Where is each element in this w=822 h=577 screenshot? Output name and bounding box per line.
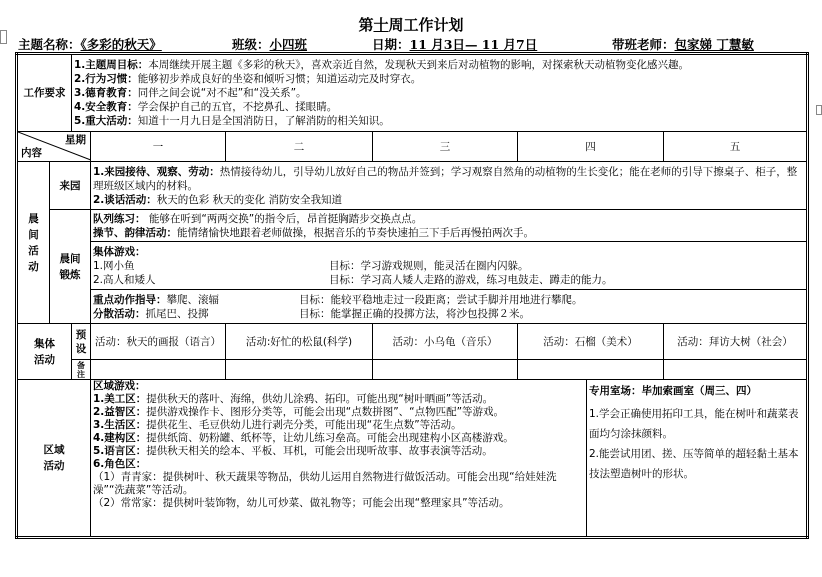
req-item	[74, 72, 804, 86]
arrival-content	[91, 162, 808, 210]
teacher-value: 包家娣 丁慧敏	[674, 37, 754, 52]
exercise-guidance	[91, 290, 808, 324]
req-text: 学会保护自己的五官，不挖鼻孔、揉眼睛。	[137, 101, 338, 113]
arrival-line-2	[93, 193, 804, 207]
group-label-text: 集体活动	[34, 337, 55, 366]
sport-text: 抓尾巴、投掷	[145, 307, 209, 320]
exercise-games	[91, 242, 808, 290]
exercise-label	[50, 210, 91, 324]
special-item-2: 2.能尝试用团、搓、压等简单的超轻黏土基本技法塑造树叶的形状。	[589, 448, 799, 480]
special-room	[587, 380, 808, 538]
game-goal: 目标：学习游戏规则，能灵活在圈内闪躲。	[329, 259, 529, 272]
area-games	[91, 380, 587, 538]
note-label: 备注	[72, 360, 91, 380]
title-week: 十	[373, 16, 389, 34]
theme-label: 主题名称：	[18, 37, 81, 52]
arrival-key-2: 2.谈话活动：	[93, 193, 157, 206]
area-key: 2.益智区：	[93, 406, 147, 418]
area-text: 提供花生、毛豆供幼儿进行剥壳分类，可能出现“花生点数”等活动。	[146, 419, 462, 431]
morning-label-text: 晨间活动	[28, 212, 39, 273]
day-wednesday: 三	[373, 132, 518, 162]
activity-wednesday: 活动：小乌龟（音乐）	[373, 324, 518, 360]
rhythm-text: 能情绪愉快地跟着老师做操，根据音乐的节奏快速拍三下手后再慢拍两次手。	[177, 226, 534, 239]
rhythm-line	[93, 226, 804, 240]
req-text: 知道十一月九日是全国消防日，了解消防的相关知识。	[137, 115, 390, 127]
arrival-label: 来园	[50, 162, 91, 210]
plan-label-text: 预设	[75, 328, 87, 355]
teacher-label: 带班老师：	[612, 37, 675, 52]
day-friday: 五	[664, 132, 808, 162]
special-title: 专用室场：毕加索画室（周三、四）	[589, 385, 757, 397]
req-text: 能够初步养成良好的坐姿和倾听习惯；知道运动完及时穿衣。	[137, 73, 422, 85]
req-item	[74, 100, 804, 114]
area-key: 3.生活区：	[93, 419, 147, 431]
game-goal: 目标：学习高人矮人走路的游戏，练习电鼓走、蹲走的能力。	[329, 273, 613, 286]
area-label	[17, 380, 91, 538]
title-suffix: 周工作计划	[388, 16, 464, 34]
guide-text: 攀爬、滚辐	[166, 293, 219, 306]
class-label: 班级：	[232, 37, 270, 52]
title-prefix: 第	[358, 16, 374, 34]
req-key: 1.主题周目标：	[74, 59, 149, 71]
theme-field	[18, 35, 162, 53]
activity-friday: 活动：拜访大树（社会）	[664, 324, 808, 360]
weekly-plan-table	[15, 52, 809, 539]
queue-text: 能够在听到“两两交换”的指令后，昂首挺胸踏步交换点点。	[145, 212, 423, 225]
area-text: 提供秋天的落叶、海绵，供幼儿涂鸦、拓印。可能出现“树叶晒画”等活动。	[146, 393, 494, 405]
game-row	[93, 273, 804, 287]
req-key: 4.安全教育：	[74, 101, 138, 113]
exercise-label-text: 晨间锻炼	[59, 252, 81, 281]
sport-key: 分散活动：	[93, 307, 146, 320]
game-row	[93, 259, 804, 273]
game-name: 1.网小鱼	[93, 259, 135, 272]
date-label: 日期：	[372, 37, 410, 52]
area-text: 提供纸筒、奶粉罐、纸杯等，让幼儿练习垒高。可能会出现建构小区高楼游戏。	[146, 432, 514, 444]
date-field	[372, 35, 537, 53]
guide-cell	[93, 293, 299, 307]
day-tuesday: 二	[226, 132, 373, 162]
req-key: 3.德育教育：	[74, 87, 138, 99]
req-text: 同伴之间会说“对不起”和“没关系”。	[137, 87, 307, 99]
theme-value: 《多彩的秋天》	[80, 37, 162, 52]
class-value: 小四班	[269, 37, 308, 52]
date-value: 11 月3日— 11 月7日	[409, 37, 538, 52]
req-key: 2.行为习惯：	[74, 73, 138, 85]
area-item	[93, 432, 584, 445]
area-key: 1.美工区：	[93, 393, 147, 405]
corner-key: 6.角色区：	[93, 458, 147, 470]
area-item	[93, 393, 584, 406]
game-name: 2.高人和矮人	[93, 273, 156, 286]
margin-marker-right	[816, 105, 822, 115]
area-text: 提供游戏操作卡、图形分类等，可能会出现“点数拼图”、“点物匹配”等游戏。	[146, 406, 505, 418]
activity-monday: 活动：秋天的画报（语言）	[91, 324, 226, 360]
page-title	[0, 14, 822, 35]
guide-goal: 目标：能较平稳地走过一段距离；尝试手脚并用地进行攀爬。	[299, 293, 583, 306]
rhythm-key: 操节、韵律活动：	[93, 226, 177, 239]
guide-key: 重点动作指导：	[93, 293, 167, 306]
arrival-key-1: 1.来园接待、观察、劳动：	[93, 165, 220, 178]
group-label	[17, 324, 72, 380]
teacher-field	[612, 35, 754, 53]
day-monday: 一	[91, 132, 226, 162]
arrival-line-1	[93, 165, 804, 193]
area-key: 4.建构区：	[93, 432, 147, 444]
arrival-text-2: 秋天的色彩 秋天的变化 消防安全我知道	[156, 193, 342, 206]
day-thursday: 四	[518, 132, 664, 162]
req-text: 本周继续开展主题《多彩的秋天》，喜欢亲近自然，发现秋天到来后对动植物的影响，对探索秋天动植物变化感兴趣。	[148, 59, 690, 71]
note-monday	[91, 360, 226, 380]
area-item	[93, 445, 584, 458]
note-wednesday	[373, 360, 518, 380]
corner-star-label: 星期	[65, 134, 86, 146]
req-item	[74, 58, 804, 72]
special-item-1: 1.学会正确使用拓印工具，能在树叶和蔬菜表面均匀涂抹颜料。	[589, 408, 799, 440]
requirements-list	[72, 54, 808, 132]
note-thursday	[518, 360, 664, 380]
queue-line	[93, 212, 804, 226]
area-item	[93, 406, 584, 419]
note-tuesday	[226, 360, 373, 380]
area-item	[93, 419, 584, 432]
queue-key: 队列练习：	[93, 212, 146, 225]
sport-row	[93, 307, 804, 321]
arrival-text-1: 热情接待幼儿，引导幼儿放好自己的物品并签到；学习观察自然角的动植物的生长变化；能在老师的引导下擦桌子、柜子，整理班级区域内的材料。	[93, 165, 798, 192]
req-item	[74, 114, 804, 128]
guide-row	[93, 293, 804, 307]
corner-content-label: 内容	[21, 147, 42, 159]
plan-label	[72, 324, 91, 360]
corner-item-1: （1）青青家：提供树叶、秋天蔬果等物品，供幼儿运用自然物进行做饭活动。可能会出现“给娃娃洗澡”“洗蔬菜”等活动。	[93, 471, 557, 496]
activity-tuesday: 活动:好忙的松鼠(科学)	[226, 324, 373, 360]
req-item	[74, 86, 804, 100]
note-friday	[664, 360, 808, 380]
exercise-queue	[91, 210, 808, 242]
area-label-text: 区域活动	[43, 444, 65, 472]
req-key: 5.重大活动：	[74, 115, 138, 127]
requirements-label: 工作要求	[17, 54, 72, 132]
area-text: 提供秋天相关的绘本、平板、耳机，可能会出现听故事、故事表演等活动。	[146, 445, 493, 457]
class-field	[232, 35, 307, 53]
corner-item-2: （2）常常家：提供树叶装饰物，幼儿可炒菜、做礼物等；可能会出现“整理家具”等活动。	[93, 497, 510, 509]
area-key: 5.语言区：	[93, 445, 147, 457]
sport-cell	[93, 307, 299, 321]
games-key: 集体游戏：	[93, 245, 146, 258]
activity-thursday: 活动：石榴（美术）	[518, 324, 664, 360]
sport-goal: 目标：能掌握正确的投掷方法，将沙包投掷２米。	[299, 307, 530, 320]
day-header-corner	[17, 132, 91, 162]
morning-label	[17, 162, 50, 324]
area-title: 区域游戏：	[93, 380, 146, 392]
